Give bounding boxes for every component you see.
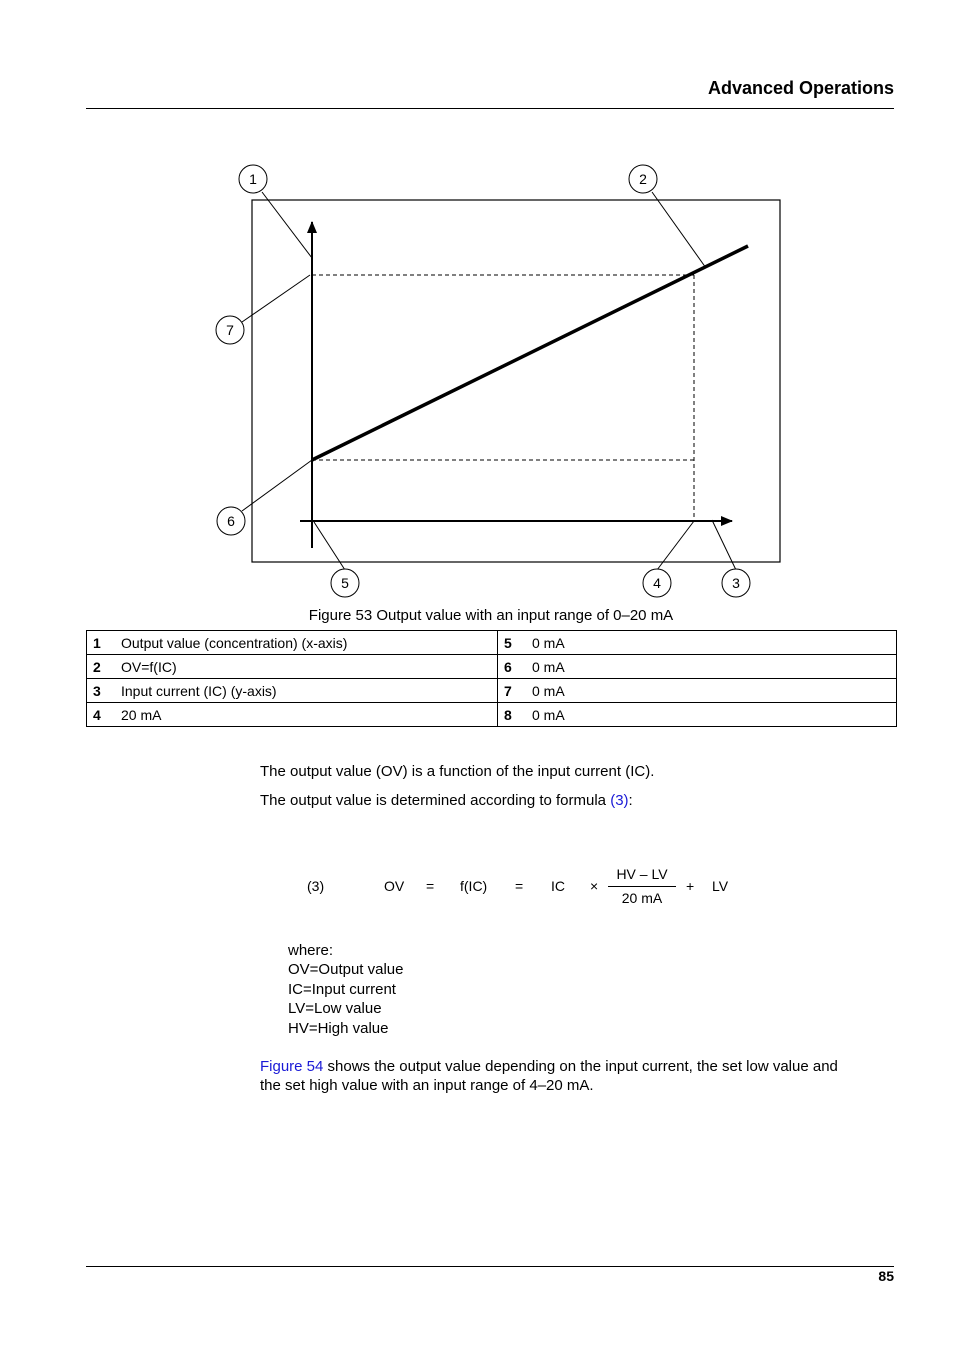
definition-item: HV=High value (288, 1019, 389, 1037)
fraction-bar (608, 886, 676, 887)
callout-label: 7 (226, 322, 234, 338)
figure-54-link[interactable]: Figure 54 (260, 1058, 324, 1075)
formula-number: (3) (307, 878, 325, 894)
callout-4 (643, 569, 671, 597)
legend-text: 0 mA (526, 655, 897, 679)
where-definitions (288, 941, 404, 1038)
legend-num: 3 (87, 679, 116, 703)
table-row (87, 631, 897, 655)
footer-rule (86, 1266, 894, 1267)
output-value-figure (0, 0, 954, 620)
legend-text: Output value (concentration) (x-axis) (115, 631, 498, 655)
legend-table (86, 630, 897, 727)
callout-3 (722, 569, 750, 597)
paragraph-figure54 (260, 1057, 900, 1095)
legend-num: 8 (498, 703, 527, 727)
legend-num: 1 (87, 631, 116, 655)
definition-item: OV=Output value (288, 961, 404, 979)
formula-equals: = (515, 878, 524, 894)
paragraph-formula-intro (260, 792, 633, 809)
page-number: 85 (878, 1268, 894, 1284)
callout-label: 2 (639, 171, 647, 187)
formula-link[interactable]: (3) (610, 792, 629, 809)
formula-equals: = (426, 878, 435, 894)
callout-2 (629, 165, 657, 193)
formula-ov: OV (384, 878, 405, 894)
legend-text: 0 mA (526, 703, 897, 727)
legend-text: OV=f(IC) (115, 655, 498, 679)
callout-label: 6 (227, 513, 235, 529)
callout-label: 3 (732, 575, 740, 591)
callout-7 (216, 316, 244, 344)
figure-caption: Figure 53 Output value with an input range of 0–20 mA (308, 607, 674, 624)
legend-text: 0 mA (526, 679, 897, 703)
formula-numerator: HV – LV (616, 866, 668, 882)
legend-text: Input current (IC) (y-axis) (115, 679, 498, 703)
paragraph-text: The output value is determined according to formula (260, 792, 611, 809)
formula-fic: f(IC) (460, 878, 488, 894)
formula-plus: + (686, 878, 695, 894)
paragraph-text: the set high value with an input range of 4–20 mA. (260, 1077, 594, 1094)
definition-item: IC=Input current (288, 980, 396, 998)
callout-label: 1 (249, 171, 257, 187)
legend-num: 4 (87, 703, 116, 727)
legend-num: 5 (498, 631, 527, 655)
legend-num: 6 (498, 655, 527, 679)
where-label: where: (288, 942, 334, 959)
callout-1 (239, 165, 267, 193)
paragraph-text: : (628, 792, 633, 809)
paragraph-ov-function: The output value (OV) is a function of the input current (IC). (260, 763, 655, 780)
callout-label: 4 (653, 575, 661, 591)
table-row (87, 655, 897, 679)
legend-num: 7 (498, 679, 527, 703)
legend-num: 2 (87, 655, 116, 679)
table-row (87, 679, 897, 703)
table-row (87, 703, 897, 727)
formula-times: × (590, 878, 599, 894)
figure-frame (252, 200, 780, 562)
legend-text: 0 mA (526, 631, 897, 655)
callout-5 (331, 569, 359, 597)
callout-label: 5 (341, 575, 349, 591)
callout-6 (217, 507, 245, 535)
formula-ic: IC (551, 878, 565, 894)
leader-lines (242, 192, 736, 570)
formula-lv: LV (712, 878, 729, 894)
legend-text: 20 mA (115, 703, 498, 727)
formula-denominator: 20 mA (621, 890, 663, 906)
section-title: Advanced Operations (707, 78, 894, 98)
paragraph-text: shows the output value depending on the input current, the set low value and (323, 1058, 838, 1075)
function-line (312, 246, 748, 460)
definition-item: LV=Low value (288, 1000, 382, 1018)
